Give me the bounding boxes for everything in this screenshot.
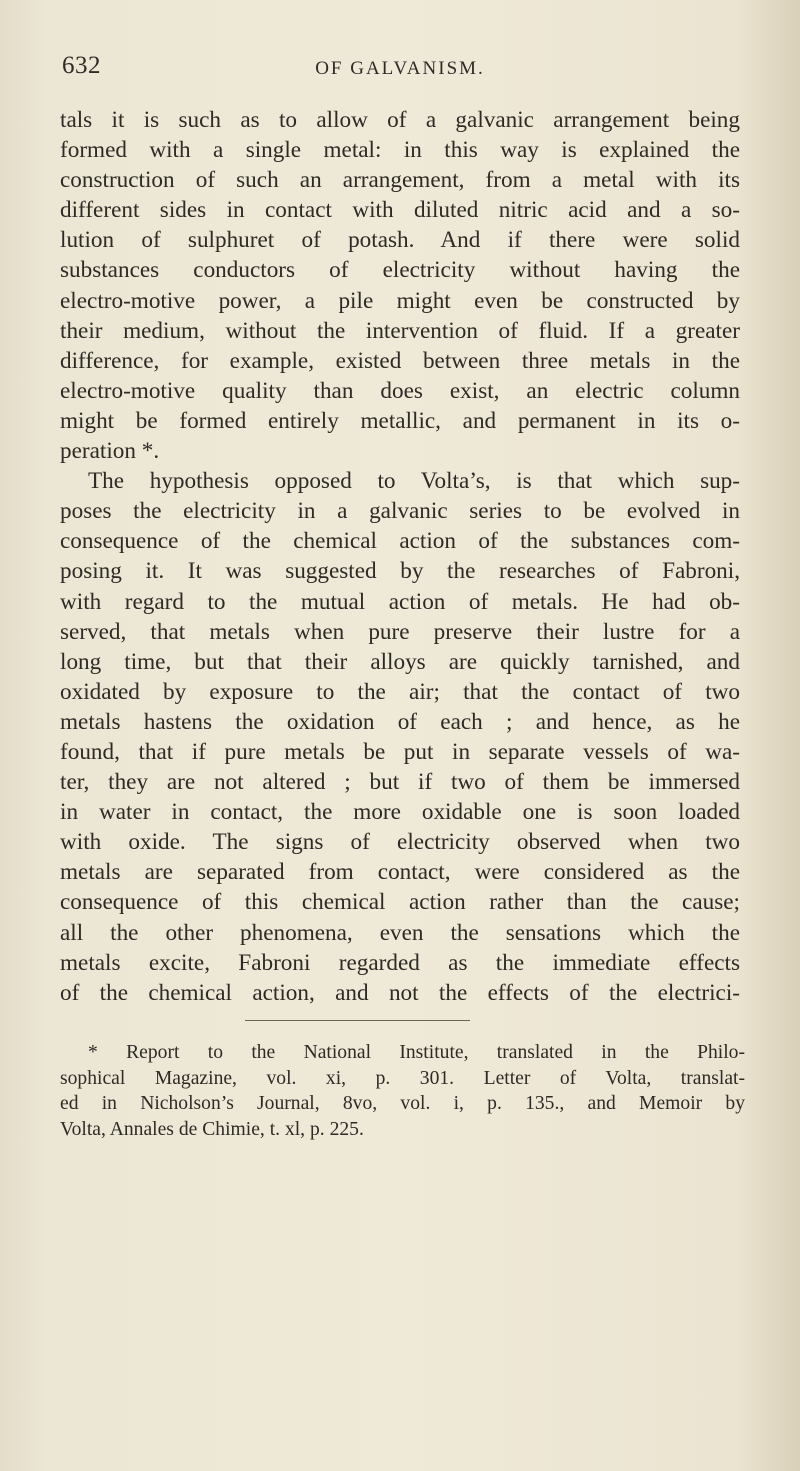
- text-line: found, that if pure metals be put in separate vessels of wa-: [60, 738, 740, 765]
- text-line: electro-motive power, a pile might even be constructed by: [60, 287, 740, 314]
- text-line: consequence of this chemical action rather than the cause;: [60, 889, 740, 916]
- text-line: metals are separated from contact, were considered as the: [60, 859, 740, 886]
- text-line: might be formed entirely metallic, and permanent in its o-: [60, 407, 740, 434]
- running-head: OF GALVANISM.: [315, 58, 485, 79]
- text-line: different sides in contact with diluted nitric acid and a so-: [60, 197, 740, 224]
- text-line: difference, for example, existed between three metals in the: [60, 347, 740, 374]
- text-line: poses the electricity in a galvanic series to be evolved in: [60, 498, 740, 525]
- text-line: their medium, without the intervention of fluid. If a greater: [60, 317, 740, 344]
- text-line: in water in contact, the more oxidable one is soon loaded: [60, 799, 740, 826]
- text-line: served, that metals when pure preserve their lustre for a: [60, 618, 740, 645]
- footnote-line: Volta, Annales de Chimie, t. xl, p. 225.: [60, 1118, 364, 1140]
- text-line: lution of sulphuret of potash. And if there were solid: [60, 227, 740, 254]
- text-line: oxidated by exposure to the air; that the contact of two: [60, 678, 740, 705]
- footnote-line: ed in Nicholson’s Journal, 8vo, vol. i, p. 135., and Memoir by: [60, 1093, 745, 1114]
- text-line: metals excite, Fabroni regarded as the immediate effects: [60, 949, 740, 976]
- text-line: posing it. It was suggested by the researches of Fabroni,: [60, 558, 740, 585]
- text-line: substances conductors of electricity without having the: [60, 257, 740, 284]
- text-line: all the other phenomena, even the sensations which the: [60, 919, 740, 946]
- footnote-line: * Report to the National Institute, translated in the Philo-: [88, 1042, 745, 1063]
- text-line: The hypothesis opposed to Volta’s, is that which sup-: [88, 468, 740, 495]
- page-number: 632: [62, 52, 101, 79]
- footnote-rule: [245, 1020, 470, 1021]
- text-line: metals hastens the oxidation of each ; and hence, as he: [60, 708, 740, 735]
- text-line: electro-motive quality than does exist, an electric column: [60, 377, 740, 404]
- text-line: with oxide. The signs of electricity observed when two: [60, 829, 740, 856]
- text-line: of the chemical action, and not the effects of the electrici-: [60, 979, 740, 1006]
- text-line: consequence of the chemical action of the substances com-: [60, 528, 740, 555]
- body-text: [60, 105, 740, 1008]
- text-line: long time, but that their alloys are quickly tarnished, and: [60, 648, 740, 675]
- footnote-line: sophical Magazine, vol. xi, p. 301. Letter of Volta, translat-: [60, 1067, 745, 1089]
- text-line: construction of such an arrangement, from a metal with its: [60, 167, 740, 194]
- footnote: [60, 1040, 745, 1142]
- text-line: formed with a single metal: in this way is explained the: [60, 137, 740, 164]
- text-line: tals it is such as to allow of a galvanic arrangement being: [60, 107, 740, 133]
- text-line: ter, they are not altered ; but if two of them be immersed: [60, 769, 740, 796]
- text-line: peration *.: [60, 438, 160, 465]
- text-line: with regard to the mutual action of metals. He had ob-: [60, 588, 740, 615]
